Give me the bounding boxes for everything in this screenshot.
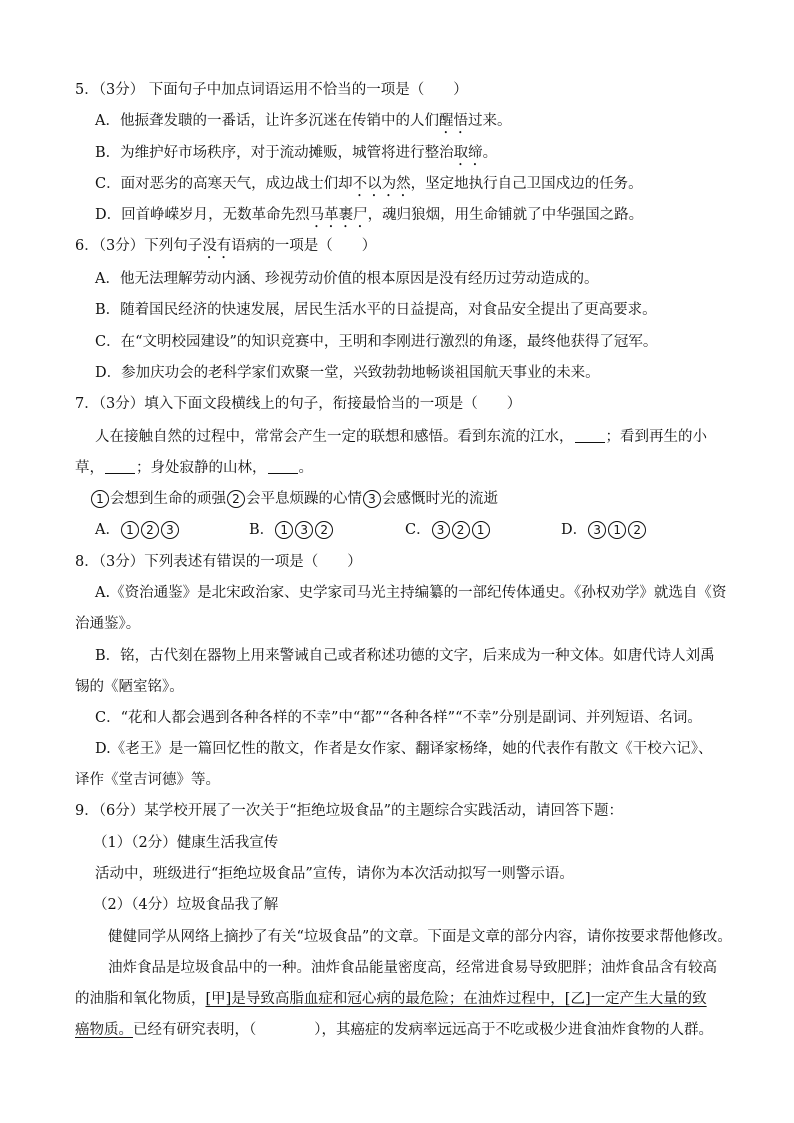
q8-option-b-line2: 锡的《陋室铭》。 (75, 679, 184, 695)
blank-3 (268, 458, 298, 474)
q8-stem: 8．（3分）下列表述有错误的一项是（ ） (75, 554, 362, 570)
q6-stem: 6．（3分）下列句子没有语病的一项是（ ） (75, 238, 377, 254)
q7-passage-line2: 草， ；身处寂静的山林， 。 (75, 460, 313, 476)
q7-passage-line1: 人在接触自然的过程中，常常会产生一定的联想和感悟。看到东流的江水， ；看到再生的小 (95, 429, 707, 445)
q5-stem: 5．（3分） 下面句子中加点词语运用不恰当的一项是（ ） (75, 82, 468, 98)
q7-option-c: C． 3 2 1 (405, 520, 491, 540)
q9-sub1-title: （1）（2分）健康生活我宣传 (93, 835, 279, 851)
q8-option-d-line2: 译作《堂吉诃德》等。 (75, 772, 220, 788)
q7-stem: 7．（3分）填入下面文段横线上的句子，衔接最恰当的一项是（ ） (75, 396, 522, 412)
q9-sub2-title: （2）（4分）垃圾食品我了解 (93, 897, 279, 913)
q7-option-d: D． 3 1 2 (561, 520, 647, 540)
q9-stem: 9．（6分）某学校开展了一次关于“拒绝垃圾食品”的主题综合实践活动，请回答下题： (75, 803, 624, 819)
q8-option-a-line2: 治通鉴》。 (75, 616, 141, 632)
q9-sub1-text: 活动中，班级进行“拒绝垃圾食品”宣传，请你为本次活动拟写一则警示语。 (95, 866, 574, 882)
passage-line2: 的油脂和氧化物质，[甲]是导致高脂血症和冠心病的最危险；在油炸过程中，[乙]一定产生大量的致 (75, 991, 707, 1007)
blank-1 (575, 427, 605, 443)
blank-2 (105, 458, 135, 474)
q5-option-d: D．回首峥嵘岁月，无数革命先烈马革裹尸，魂归狼烟，用生命铺就了中华强国之路。 (95, 207, 644, 223)
q5-option-b: B．为维护好市场秩序，对于流动摊贩，城管将进行整治取缔。 (95, 145, 498, 161)
q6-option-a: A．他无法理解劳动内涵、珍视劳动价值的根本原因是没有经历过劳动造成的。 (95, 271, 599, 287)
q8-option-d-line1: D.《老王》是一篇回忆性的散文，作者是女作家、翻译家杨绛，她的代表作有散文《干校六记》、 (95, 741, 713, 757)
q7-option-a: A． 1 2 3 (95, 520, 180, 540)
q7-option-b: B． 1 3 2 (249, 520, 334, 540)
q6-option-d: D．参加庆功会的老科学家们欢聚一堂，兴致勃勃地畅谈祖国航天事业的未来。 (95, 365, 600, 381)
q8-option-b-line1: B．铭，古代刻在器物上用来警诫自己或者称述功德的文字，后来成为一种文体。如唐代诗人刘禹 (95, 648, 715, 664)
q9-sub2-text: 健健同学从网络上摘抄了有关“垃圾食品”的文章。下面是文章的部分内容，请你按要求帮他修改。 (108, 929, 732, 945)
passage-line3: 癌物质。已经有研究表明，（ ），其癌症的发病率远远高于不吃或极少进食油炸食物的人群。 (75, 1022, 713, 1038)
q8-option-a-line1: A.《资治通鉴》是北宋政治家、史学家司马光主持编纂的一部纪传体通史。《孙权劝学》就选自《资 (95, 585, 727, 601)
passage-line1: 油炸食品是垃圾食品中的一种。油炸食品能量密度高，经常进食易导致肥胖；油炸食品含有较高 (108, 960, 717, 976)
q6-option-c: C．在“文明校园建设”的知识竞赛中，王明和李刚进行激烈的角逐，最终他获得了冠军。 (95, 334, 658, 350)
q5-option-a: A．他振聋发聩的一番话，让许多沉迷在传销中的人们醒悟过来。 (95, 113, 512, 129)
q7-sentences: 1 会想到生命的顽强 2 会平息烦躁的心情 3 会感慨时光的流逝 (90, 489, 498, 509)
q5-option-c: C．面对恶劣的高寒天气，成边战士们却不以为然，坚定地执行自己卫国戍边的任务。 (95, 176, 643, 192)
q8-option-c: C．“花和人都会遇到各种各样的不幸”中“都”“各种各样”“不幸”分别是副词、并列短语、名词。 (95, 710, 702, 726)
q6-option-b: B．随着国民经济的快速发展，居民生活水平的日益提高，对食品安全提出了更高要求。 (95, 302, 657, 318)
